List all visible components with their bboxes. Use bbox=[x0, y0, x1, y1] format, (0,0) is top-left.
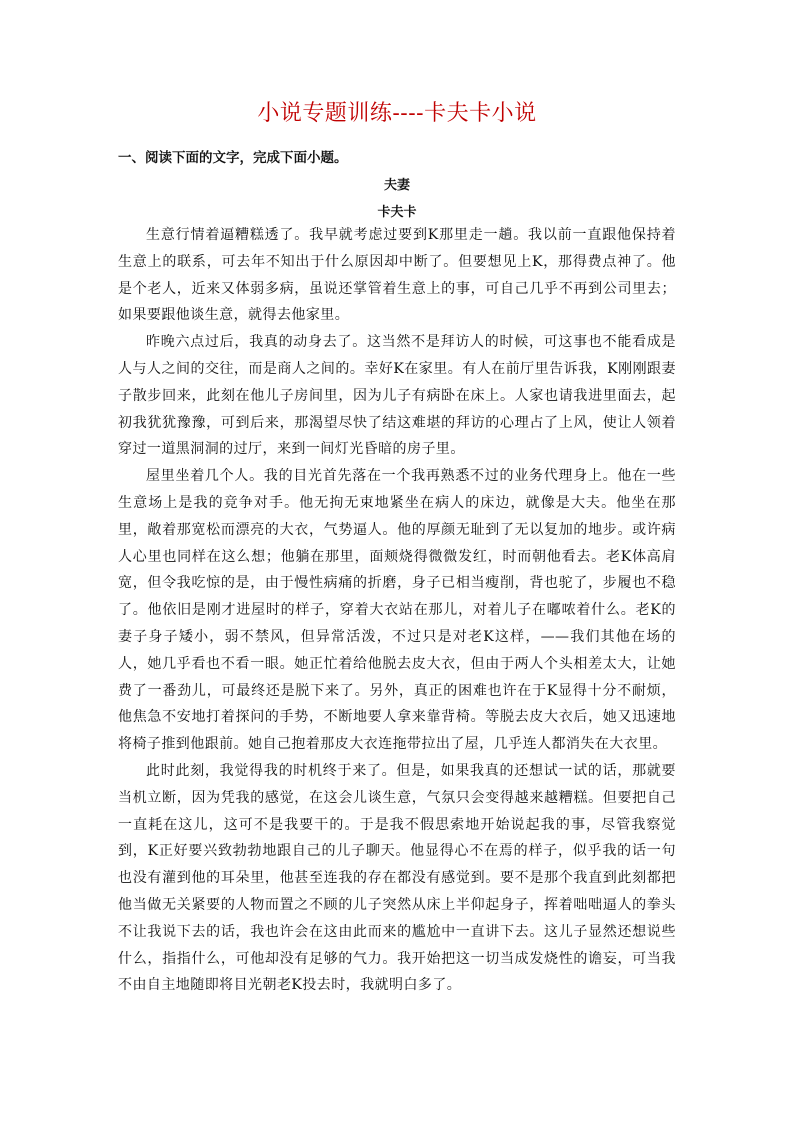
story-author: 卡夫卡 bbox=[377, 205, 417, 220]
paragraph: 屋里坐着几个人。我的目光首先落在一个我再熟悉不过的业务代理身上。他在一些生意场上是我的竞争对手。他无拘无束地紧坐在病人的床边，就像是大夫。他坐在那里，敞着那宽松而漂亮的大衣，气势逼人。他的厚颜无耻到了无以复加的地步。或许病人心里也同样在这么想；他躺在那里，面颊烧得微微发红，时而朝他看去。老K体高肩宽，但令我吃惊的是，由于慢性病痛的折磨，身子已相当瘦削，背也驼了，步履也不稳了。他依旧是刚才进屋时的样子，穿着大衣站在那儿，对着儿子在嘟哝着什么。老K的妻子身子矮小，弱不禁风，但异常活泼，不过只是对老K这样，——我们其他在场的人，她几乎看也不看一眼。她正忙着给他脱去皮大衣，但由于两人个头相差太大，让她费了一番劲儿，可最终还是脱下来了。另外，真正的困难也许在于K显得十分不耐烦，他焦急不安地打着探问的手势，不断地要人拿来靠背椅。等脱去皮大衣后，她又迅速地将椅子推到他跟前。她自己抱着那皮大衣连拖带拉出了屋，几乎连人都消失在大衣里。 bbox=[118, 468, 676, 753]
story-body bbox=[118, 222, 676, 999]
section-heading: 一、阅读下面的文字，完成下面小题。 bbox=[118, 150, 348, 166]
paragraph: 生意行情着逼糟糕透了。我早就考虑过要到K那里走一趟。我以前一直跟他保持着生意上的联系，可去年不知出于什么原因却中断了。但要想见上K，那得费点神了。他是个老人，近来又体弱多病，虽说还掌管着生意上的事，可自己几乎不再到公司里去；如果要跟他谈生意，就得去他家里。 bbox=[118, 227, 676, 324]
document-title: 小说专题训练----卡夫卡小说 bbox=[257, 101, 537, 126]
paragraph: 此时此刻，我觉得我的时机终于来了。但是，如果我真的还想试一试的话，那就要当机立断，因为凭我的感觉，在这会儿谈生意，气氛只会变得越来越糟糕。但要把自己一直耗在这儿，这可不是我要干的。于是我不假思索地开始说起我的事，尽管我察觉到，K正好要兴致勃勃地跟自己的儿子聊天。他显得心不在焉的样子，似乎我的话一句也没有灌到他的耳朵里，他甚至连我的存在都没有感觉到。要不是那个我直到此刻都把他当做无关紧要的人物而置之不顾的儿子突然从床上半仰起身子，挥着咄咄逼人的拳头不让我说下去的话，我也许会在这由此而来的尴尬中一直讲下去。这儿子显然还想说些什么，指指什么，可他却没有足够的气力。我开始把这一切当成发烧性的谵妄，可当我不由自主地随即将目光朝老K投去时，我就明白多了。 bbox=[118, 762, 676, 994]
story-title: 夫妻 bbox=[383, 178, 410, 193]
paragraph: 昨晚六点过后，我真的动身去了。这当然不是拜访人的时候，可这事也不能看成是人与人之间的交往，而是商人之间的。幸好K在家里。有人在前厅里告诉我，K刚刚跟妻子散步回来，此刻在他儿子房间里，因为儿子有病卧在床上。人家也请我进里面去，起初我犹犹豫豫，可到后来，那渴望尽快了结这难堪的拜访的心理占了上风，使让人领着穿过一道黑洞洞的过厅，来到一间灯光昏暗的房子里。 bbox=[118, 334, 676, 458]
